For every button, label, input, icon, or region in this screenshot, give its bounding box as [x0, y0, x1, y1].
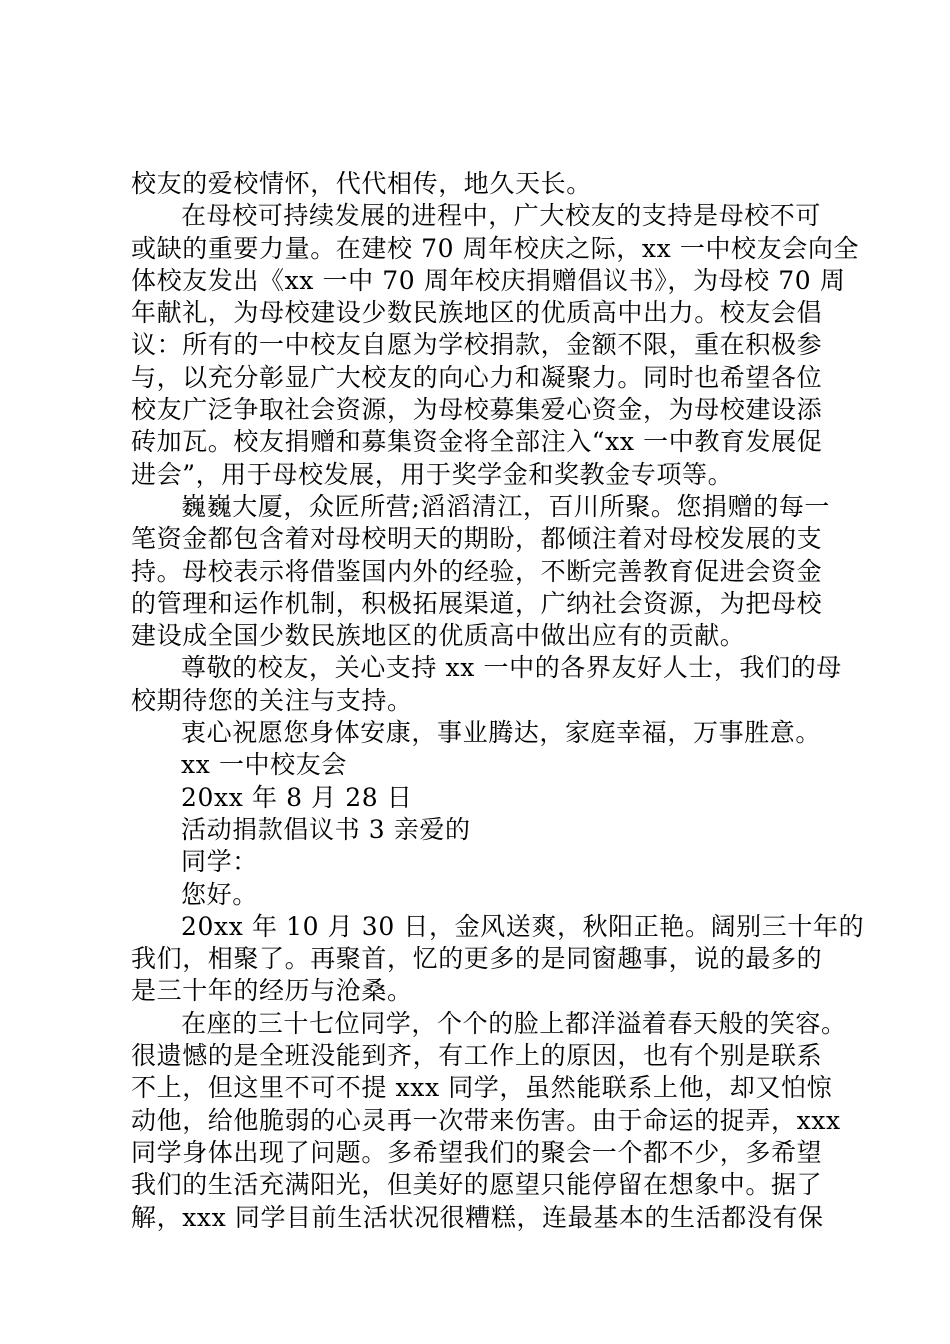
text-line: 同学身体出现了问题。多希望我们的聚会一个都不少，多希望 — [131, 1137, 823, 1167]
text-line: 动他，给他脆弱的心灵再一次带来伤害。由于命运的捉弄，xxx — [131, 1105, 841, 1135]
text-line: 进会”，用于母校发展，用于奖学金和奖教金专项等。 — [131, 459, 734, 489]
text-line: 持。母校表示将借鉴国内外的经验，不断完善教育促进会资金 — [131, 556, 823, 586]
text-line: 或缺的重要力量。在建校 70 周年校庆之际，xx 一中校友会向全 — [131, 233, 860, 263]
paragraph-first-line: 衷心祝愿您身体安康，事业腾达，家庭幸福，万事胜意。 — [181, 718, 822, 748]
text-line: 我们的生活充满阳光，但美好的愿望只能停留在想象中。据了 — [131, 1170, 823, 1200]
text-line: 校友的爱校情怀，代代相传，地久天长。 — [131, 169, 592, 198]
text-line: 是三十年的经历与沧桑。 — [131, 976, 413, 1006]
text-line: 我们，相聚了。再聚首，忆的更多的是同窗趣事，说的最多的 — [131, 944, 823, 974]
text-line: 议：所有的一中校友自愿为学校捐款，金额不限，重在积极参 — [131, 330, 823, 360]
text-line: 很遗憾的是全班没能到齐，有工作上的原因，也有个别是联系 — [131, 1041, 823, 1071]
text-line: 解，xxx 同学目前生活状况很糟糕，连最基本的生活都没有保 — [131, 1202, 824, 1232]
paragraph-first-line: 20xx 年 10 月 30 日，金风送爽，秋阳正艳。阔别三十年的 — [181, 911, 865, 941]
paragraph-first-line: 活动捐款倡议书 3 亲爱的 — [181, 814, 471, 844]
text-line: 校友广泛争取社会资源，为母校募集爱心资金，为母校建设添 — [131, 395, 823, 425]
text-line: 体校友发出《xx 一中 70 周年校庆捐赠倡议书》，为母校 70 周 — [131, 265, 846, 295]
paragraph-first-line: 您好。 — [181, 879, 258, 909]
text-line: 与，以充分彰显广大校友的向心力和凝聚力。同时也希望各位 — [131, 362, 823, 392]
text-line: 的管理和运作机制，积极拓展渠道，广纳社会资源，为把母校 — [131, 588, 823, 618]
document-body — [131, 168, 865, 1234]
text-line: 不上，但这里不可不提 xxx 同学，虽然能联系上他，却又怕惊 — [131, 1073, 833, 1103]
text-line: 笔资金都包含着对母校明天的期盼，都倾注着对母校发展的支 — [131, 524, 823, 554]
paragraph-first-line: 巍巍大厦，众匠所营;滔滔清江，百川所聚。您捐赠的每一 — [181, 491, 831, 521]
text-line: 建设成全国少数民族地区的优质高中做出应有的贡献。 — [131, 621, 746, 651]
paragraph-first-line: 20xx 年 8 月 28 日 — [181, 782, 413, 812]
paragraph-first-line: xx 一中校友会 — [181, 750, 347, 780]
text-line: 校期待您的关注与支持。 — [131, 685, 413, 715]
text-line: 砖加瓦。校友捐赠和募集资金将全部注入“xx 一中教育发展促 — [131, 427, 823, 457]
paragraph-first-line: 同学： — [181, 847, 258, 877]
paragraph-first-line: 在母校可持续发展的进程中，广大校友的支持是母校不可 — [181, 201, 822, 231]
paragraph-first-line: 尊敬的校友，关心支持 xx 一中的各界友好人士，我们的母 — [181, 653, 842, 683]
text-line: 年献礼，为母校建设少数民族地区的优质高中出力。校友会倡 — [131, 298, 823, 328]
paragraph-first-line: 在座的三十七位同学，个个的脸上都洋溢着春天般的笑容。 — [181, 1008, 847, 1038]
